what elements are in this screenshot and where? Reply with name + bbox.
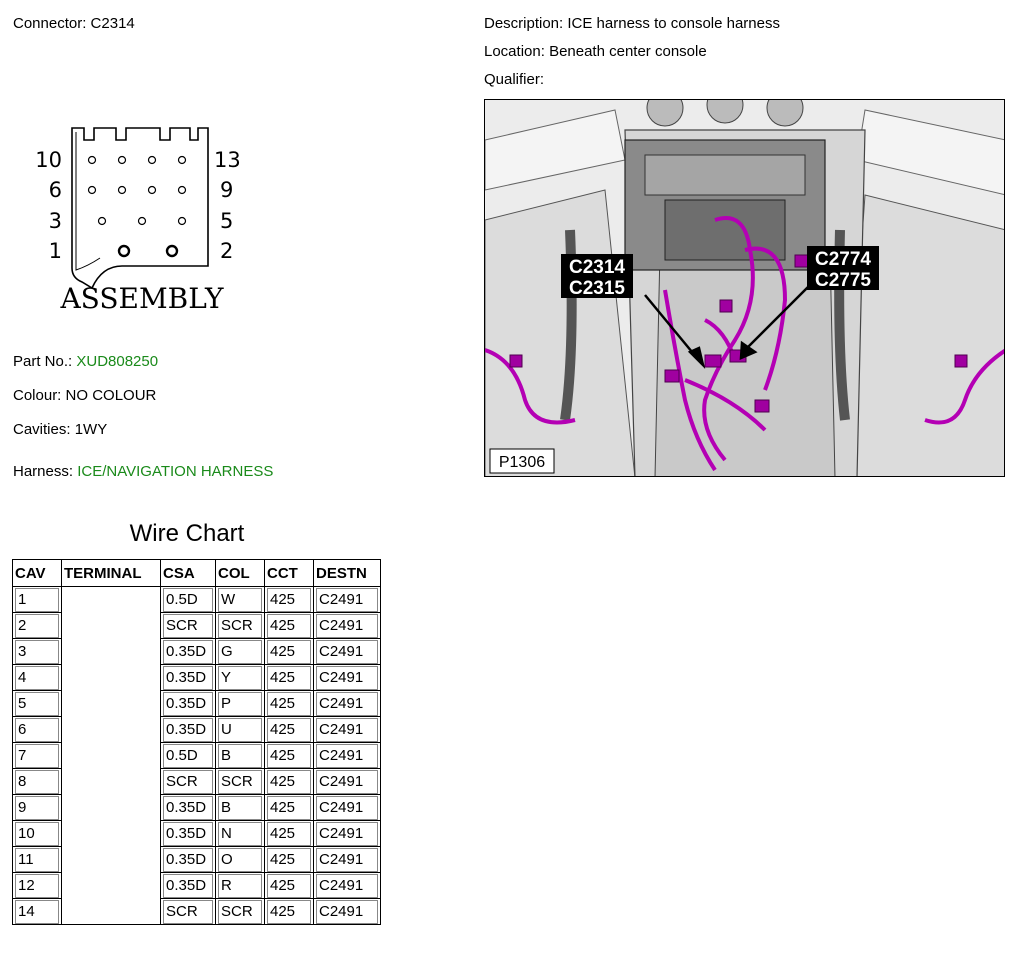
wire-chart-header-2: CSA xyxy=(161,560,216,587)
harness-link[interactable]: ICE/NAVIGATION HARNESS xyxy=(77,463,274,480)
connector-value: C2314 xyxy=(90,15,135,32)
table-cell xyxy=(265,639,314,665)
cell-value: 11 xyxy=(15,848,59,872)
table-cell xyxy=(13,613,62,639)
pin-label-1: 1 xyxy=(48,239,62,263)
cell-value: G xyxy=(218,640,262,664)
table-cell xyxy=(314,717,381,743)
part-number-link[interactable]: XUD808250 xyxy=(76,353,159,370)
wire-chart-header-3: COL xyxy=(216,560,265,587)
table-cell xyxy=(13,717,62,743)
connector-line xyxy=(13,15,135,32)
cell-value: 0.35D xyxy=(163,822,213,846)
cell-value: 0.35D xyxy=(163,666,213,690)
table-cell xyxy=(216,639,265,665)
table-cell xyxy=(265,821,314,847)
table-cell xyxy=(13,795,62,821)
pin-label-10: 10 xyxy=(35,148,62,172)
cell-value: C2491 xyxy=(316,718,378,742)
table-cell xyxy=(13,873,62,899)
table-cell xyxy=(314,899,381,925)
terminal-cell xyxy=(62,587,161,925)
pin-label-5: 5 xyxy=(220,209,234,233)
wire-chart-header-1: TERMINAL xyxy=(62,560,161,587)
cell-value: 425 xyxy=(267,640,311,664)
cell-value: 0.35D xyxy=(163,692,213,716)
table-cell xyxy=(314,743,381,769)
table-cell xyxy=(216,847,265,873)
table-cell xyxy=(216,613,265,639)
table-cell xyxy=(265,873,314,899)
colour-label: Colour: xyxy=(13,387,62,404)
table-cell xyxy=(265,795,314,821)
cell-value: 0.35D xyxy=(163,874,213,898)
cell-value: C2491 xyxy=(316,666,378,690)
wire-chart-header-0: CAV xyxy=(13,560,62,587)
table-cell xyxy=(216,691,265,717)
table-cell xyxy=(216,717,265,743)
callout-c2314: C2314 xyxy=(569,257,625,278)
cell-value: C2491 xyxy=(316,744,378,768)
pin-label-9: 9 xyxy=(220,178,234,202)
table-cell xyxy=(13,821,62,847)
table-cell xyxy=(265,847,314,873)
cell-value: SCR xyxy=(218,900,262,924)
table-cell xyxy=(13,899,62,925)
cell-value: O xyxy=(218,848,262,872)
table-cell xyxy=(265,717,314,743)
wire-chart-header-5: DESTN xyxy=(314,560,381,587)
colour-line xyxy=(13,387,156,404)
table-cell xyxy=(314,665,381,691)
table-cell xyxy=(13,691,62,717)
cavities-label: Cavities: xyxy=(13,421,71,438)
table-cell xyxy=(314,873,381,899)
table-cell xyxy=(13,665,62,691)
cell-value: SCR xyxy=(218,614,262,638)
callout-c2775: C2775 xyxy=(815,270,871,291)
colour-value: NO COLOUR xyxy=(65,387,157,404)
cell-value: SCR xyxy=(218,770,262,794)
table-cell xyxy=(265,743,314,769)
cell-value: 425 xyxy=(267,614,311,638)
cell-value: 4 xyxy=(15,666,59,690)
table-cell xyxy=(314,769,381,795)
cell-value: 8 xyxy=(15,770,59,794)
cell-value: 425 xyxy=(267,588,311,612)
table-cell xyxy=(161,639,216,665)
cell-value: 9 xyxy=(15,796,59,820)
cavities-line xyxy=(13,421,107,438)
cell-value: C2491 xyxy=(316,822,378,846)
table-cell xyxy=(161,821,216,847)
table-cell xyxy=(265,613,314,639)
callout-c2315: C2315 xyxy=(569,278,625,299)
cell-value: 0.5D xyxy=(163,744,213,768)
cell-value: 12 xyxy=(15,874,59,898)
table-cell xyxy=(216,665,265,691)
table-cell xyxy=(161,613,216,639)
table-cell xyxy=(314,613,381,639)
table-row xyxy=(13,587,381,613)
cell-value: C2491 xyxy=(316,692,378,716)
location-illustration xyxy=(485,100,1005,477)
part-number-line xyxy=(13,353,158,370)
cell-value: C2491 xyxy=(316,796,378,820)
table-cell xyxy=(216,821,265,847)
pin-label-6: 6 xyxy=(48,178,62,202)
cell-value: C2491 xyxy=(316,874,378,898)
pin-label-13: 13 xyxy=(214,148,241,172)
cell-value: 0.35D xyxy=(163,848,213,872)
table-cell xyxy=(265,665,314,691)
table-cell xyxy=(216,769,265,795)
table-cell xyxy=(314,847,381,873)
cell-value: 425 xyxy=(267,770,311,794)
table-cell xyxy=(314,795,381,821)
cell-value: 7 xyxy=(15,744,59,768)
cell-value: 0.5D xyxy=(163,588,213,612)
cell-value: Y xyxy=(218,666,262,690)
table-cell xyxy=(161,717,216,743)
cell-value: 2 xyxy=(15,614,59,638)
cell-value: C2491 xyxy=(316,640,378,664)
table-cell xyxy=(161,899,216,925)
cell-value: C2491 xyxy=(316,770,378,794)
qualifier-label: Qualifier: xyxy=(484,71,545,88)
cell-value: 425 xyxy=(267,796,311,820)
location-label: Location: xyxy=(484,43,545,60)
cell-value: 0.35D xyxy=(163,796,213,820)
cell-value: 10 xyxy=(15,822,59,846)
connector-label: Connector: xyxy=(13,15,87,32)
cell-value: SCR xyxy=(163,900,213,924)
cell-value: R xyxy=(218,874,262,898)
table-cell xyxy=(314,821,381,847)
description-line xyxy=(484,15,780,32)
table-cell xyxy=(161,743,216,769)
cell-value: SCR xyxy=(163,614,213,638)
wire-chart-title: Wire Chart xyxy=(129,520,245,547)
table-cell xyxy=(314,639,381,665)
table-cell xyxy=(13,587,62,613)
cell-value: B xyxy=(218,796,262,820)
cell-value: 425 xyxy=(267,692,311,716)
table-cell xyxy=(216,587,265,613)
cell-value: W xyxy=(218,588,262,612)
table-cell xyxy=(265,587,314,613)
table-cell xyxy=(161,847,216,873)
table-cell xyxy=(161,587,216,613)
cell-value: 425 xyxy=(267,900,311,924)
cell-value: 14 xyxy=(15,900,59,924)
cell-value: 425 xyxy=(267,718,311,742)
cell-value: P xyxy=(218,692,262,716)
cell-value: SCR xyxy=(163,770,213,794)
cell-value: C2491 xyxy=(316,614,378,638)
table-cell xyxy=(161,691,216,717)
table-cell xyxy=(161,769,216,795)
connector-face-diagram xyxy=(30,118,250,318)
cell-value: 425 xyxy=(267,666,311,690)
cell-value: 425 xyxy=(267,848,311,872)
cell-value: 5 xyxy=(15,692,59,716)
wire-chart-header-row xyxy=(13,560,381,587)
diagram-caption: ASSEMBLY xyxy=(60,282,224,315)
location-line xyxy=(484,43,707,60)
cell-value: 0.35D xyxy=(163,718,213,742)
table-cell xyxy=(265,769,314,795)
table-cell xyxy=(13,847,62,873)
cell-value: N xyxy=(218,822,262,846)
table-cell xyxy=(265,899,314,925)
harness-line xyxy=(13,463,273,480)
table-cell xyxy=(13,769,62,795)
cavities-value: 1WY xyxy=(74,421,108,438)
part-number-label: Part No.: xyxy=(13,353,73,370)
cell-value: 425 xyxy=(267,874,311,898)
cell-value: 6 xyxy=(15,718,59,742)
table-cell xyxy=(216,743,265,769)
location-value: Beneath center console xyxy=(549,43,707,60)
description-value: ICE harness to console harness xyxy=(567,15,780,32)
table-cell xyxy=(161,795,216,821)
cell-value: 1 xyxy=(15,588,59,612)
cell-value: C2491 xyxy=(316,900,378,924)
cell-value: U xyxy=(218,718,262,742)
table-cell xyxy=(13,743,62,769)
wire-chart-table xyxy=(12,559,381,925)
cell-value: 3 xyxy=(15,640,59,664)
table-cell xyxy=(161,873,216,899)
harness-label: Harness: xyxy=(13,463,74,480)
cell-value: C2491 xyxy=(316,588,378,612)
table-cell xyxy=(13,639,62,665)
pin-label-3: 3 xyxy=(48,209,62,233)
table-cell xyxy=(161,665,216,691)
pin-grid xyxy=(89,157,186,257)
callout-c2774: C2774 xyxy=(815,249,871,270)
cell-value: 0.35D xyxy=(163,640,213,664)
cell-value: C2491 xyxy=(316,848,378,872)
description-label: Description: xyxy=(484,15,564,32)
cell-value: 425 xyxy=(267,822,311,846)
table-cell xyxy=(216,873,265,899)
photo-reference: P1306 xyxy=(498,454,546,471)
table-cell xyxy=(314,587,381,613)
table-cell xyxy=(216,795,265,821)
table-cell xyxy=(265,691,314,717)
qualifier-line xyxy=(484,71,544,88)
wire-chart-header-4: CCT xyxy=(265,560,314,587)
table-cell xyxy=(314,691,381,717)
location-photo xyxy=(484,99,1005,477)
cell-value: B xyxy=(218,744,262,768)
connector-housing-outline xyxy=(72,128,208,288)
cell-value: 425 xyxy=(267,744,311,768)
table-cell xyxy=(216,899,265,925)
wire-chart-body xyxy=(13,587,381,925)
pin-label-2: 2 xyxy=(220,239,234,263)
